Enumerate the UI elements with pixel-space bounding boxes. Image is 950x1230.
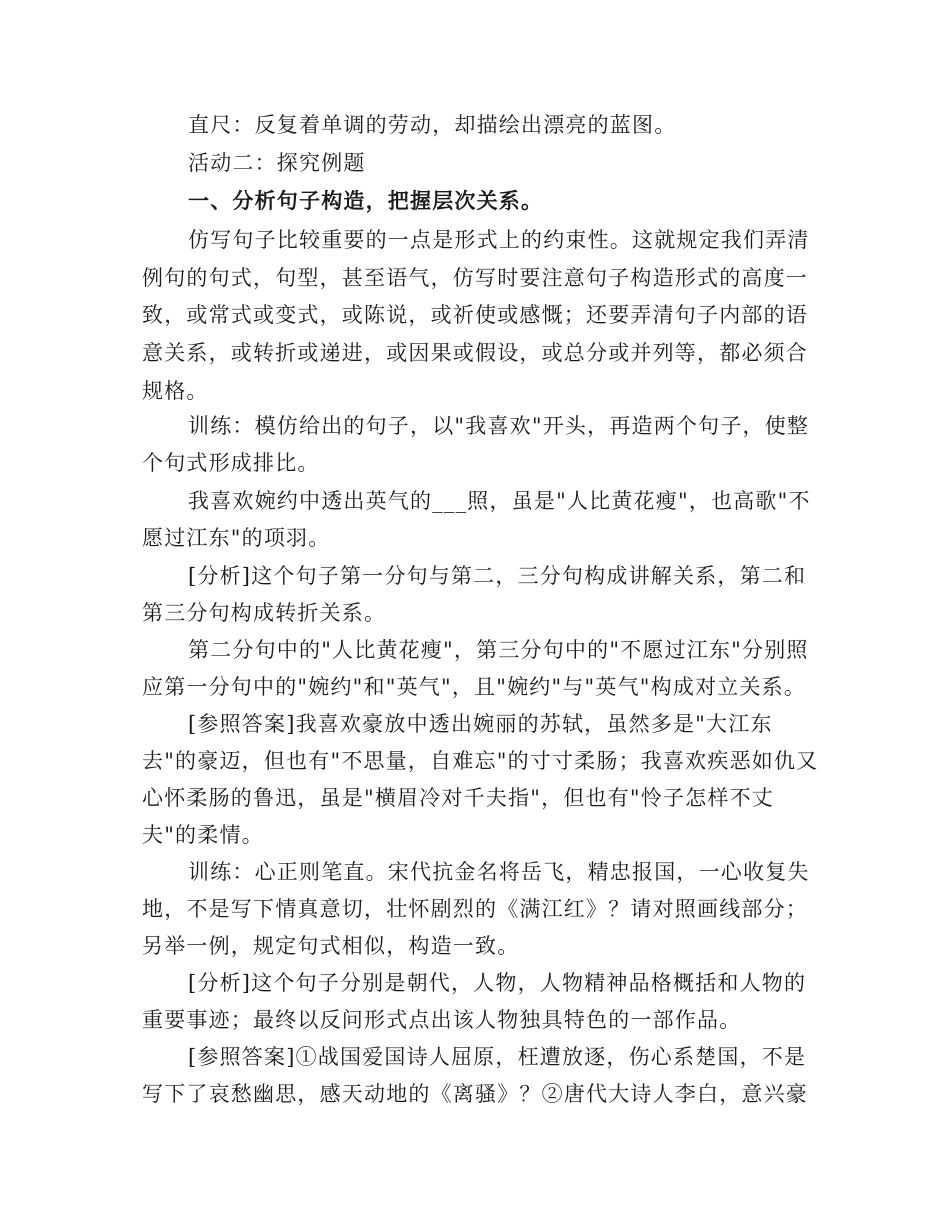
- text-line: 愿过江东"的项羽。: [142, 526, 331, 550]
- text-line: 应第一分句中的"婉约"和"英气"，且"婉约"与"英气"构成对立关系。: [142, 675, 807, 699]
- text-line: [参照答案]①战国爱国诗人屈原，枉遭放逐，伤心系楚国，不是: [188, 1045, 807, 1069]
- text-line: 我喜欢婉约中透出英气的___照，虽是"人比黄花瘦"，也高歌"不: [188, 489, 811, 513]
- section-heading: 一、分析句子构造，把握层次关系。: [188, 188, 544, 213]
- text-line: 写下了哀愁幽思，感天动地的《离骚》？②唐代大诗人李白，意兴豪: [142, 1082, 808, 1106]
- text-line: 意关系，或转折或递进，或因果或假设，或总分或并列等，都必须合: [142, 341, 808, 365]
- text-line: 致，或常式或变式，或陈说，或祈使或感慨；还要弄清句子内部的语: [142, 303, 808, 327]
- text-line: 例句的句式，句型，甚至语气，仿写时要注意句子构造形式的高度一: [142, 266, 808, 290]
- text-line: 心怀柔肠的鲁迅，虽是"横眉冷对千夫指"，但也有"怜子怎样不丈: [142, 786, 774, 810]
- text-line: 另举一例，规定句式相似，构造一致。: [142, 934, 520, 958]
- text-line: 地，不是写下情真意切，壮怀剧烈的《满江红》？请对照画线部分；: [142, 897, 808, 921]
- text-line: 去"的豪迈，但也有"不思量，自难忘"的寸寸柔肠；我喜欢疾恶如仇又: [142, 749, 819, 773]
- text-line: 训练：模仿给出的句子，以"我喜欢"开头，再造两个句子，使整: [188, 414, 810, 438]
- text-line: [分析]这个句子第一分句与第二，三分句构成讲解关系，第二和: [188, 564, 807, 588]
- activity-heading: 活动二：探究例题: [188, 151, 366, 175]
- text-line: 重要事迹；最终以反问形式点出该人物独具特色的一部作品。: [142, 1008, 742, 1032]
- text-line: 仿写句子比较重要的一点是形式上的约束性。这就规定我们弄清: [188, 228, 810, 252]
- text-line: 个句式形成排比。: [142, 451, 320, 475]
- text-line: 第二分句中的"人比黄花瘦"，第三分句中的"不愿过江东"分别照: [188, 638, 809, 662]
- text-line: [分析]这个句子分别是朝代，人物，人物精神品格概括和人物的: [188, 971, 807, 995]
- text-line: 训练：心正则笔直。宋代抗金名将岳飞，精忠报国，一心收复失: [188, 860, 810, 884]
- text-line: 第三分句构成转折关系。: [142, 601, 387, 625]
- text-line: 夫"的柔情。: [142, 823, 264, 847]
- text-line: [参照答案]我喜欢豪放中透出婉丽的苏轼，虽然多是"大江东: [188, 712, 773, 736]
- text-line: 规格。: [142, 379, 209, 403]
- text-line: 直尺：反复着单调的劳动，却描绘出漂亮的蓝图。: [188, 113, 677, 137]
